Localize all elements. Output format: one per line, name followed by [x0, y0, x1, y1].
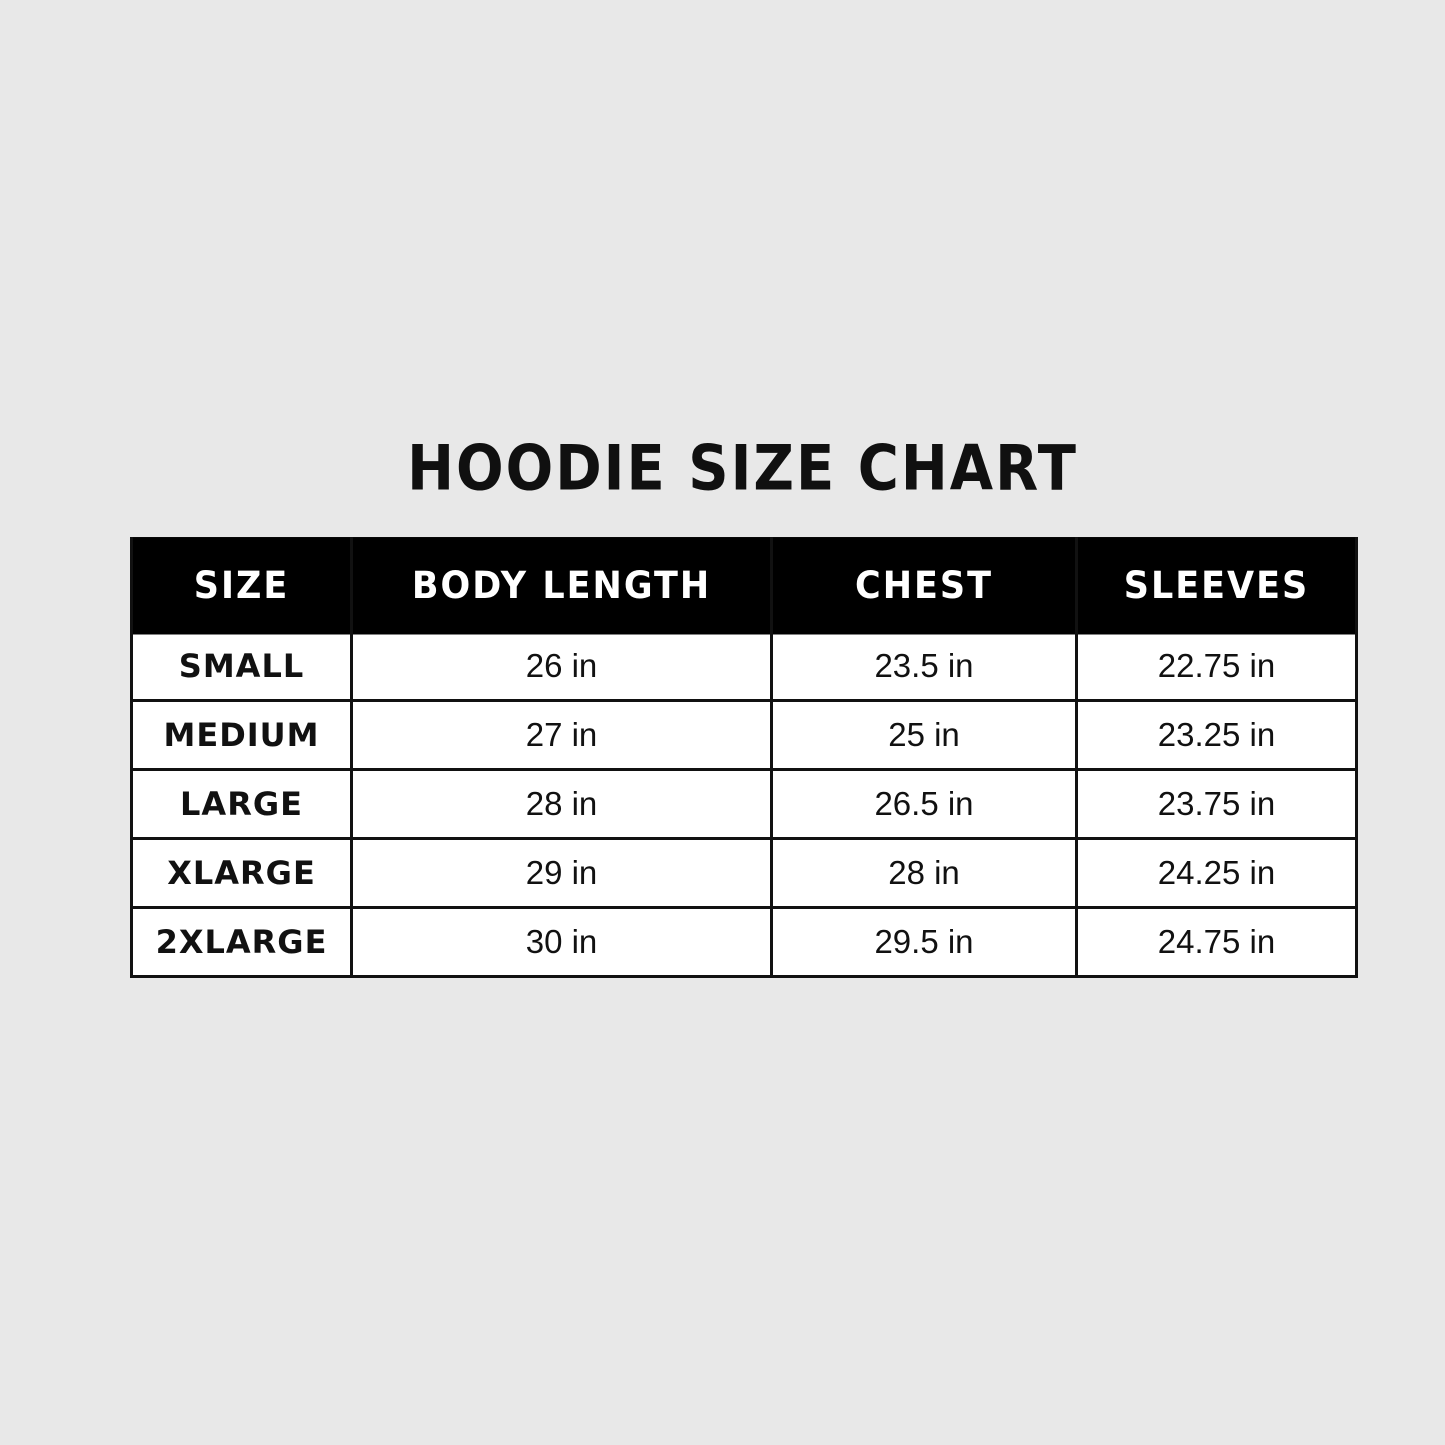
cell-chest: 25 in: [772, 701, 1077, 770]
cell-size: LARGE: [132, 770, 352, 839]
table-row: [132, 632, 1357, 701]
cell-body-length: 26 in: [352, 632, 772, 701]
cell-chest: 26.5 in: [772, 770, 1077, 839]
cell-size: XLARGE: [132, 839, 352, 908]
size-chart-container: [130, 432, 1355, 978]
table-header: [132, 539, 1357, 632]
table-row: [132, 770, 1357, 839]
cell-body-length: 27 in: [352, 701, 772, 770]
hoodie-size-table: [130, 537, 1358, 978]
cell-sleeves: 24.25 in: [1077, 839, 1357, 908]
cell-chest: 28 in: [772, 839, 1077, 908]
table-row: [132, 908, 1357, 977]
cell-sleeves: 22.75 in: [1077, 632, 1357, 701]
cell-sleeves: 23.75 in: [1077, 770, 1357, 839]
table-body: [132, 632, 1357, 977]
cell-chest: 29.5 in: [772, 908, 1077, 977]
cell-body-length: 29 in: [352, 839, 772, 908]
column-header-chest: CHEST: [772, 535, 1077, 635]
page-title: HOODIE SIZE CHART: [407, 432, 1078, 505]
table-row: [132, 839, 1357, 908]
cell-sleeves: 24.75 in: [1077, 908, 1357, 977]
table-header-row: [132, 539, 1357, 632]
cell-chest: 23.5 in: [772, 632, 1077, 701]
cell-body-length: 30 in: [352, 908, 772, 977]
column-header-body-length: BODY LENGTH: [352, 535, 772, 635]
cell-body-length: 28 in: [352, 770, 772, 839]
column-header-size: SIZE: [132, 535, 352, 635]
cell-sleeves: 23.25 in: [1077, 701, 1357, 770]
cell-size: SMALL: [132, 632, 352, 701]
cell-size: 2XLARGE: [132, 908, 352, 977]
column-header-sleeves: SLEEVES: [1077, 535, 1357, 635]
cell-size: MEDIUM: [132, 701, 352, 770]
table-row: [132, 701, 1357, 770]
